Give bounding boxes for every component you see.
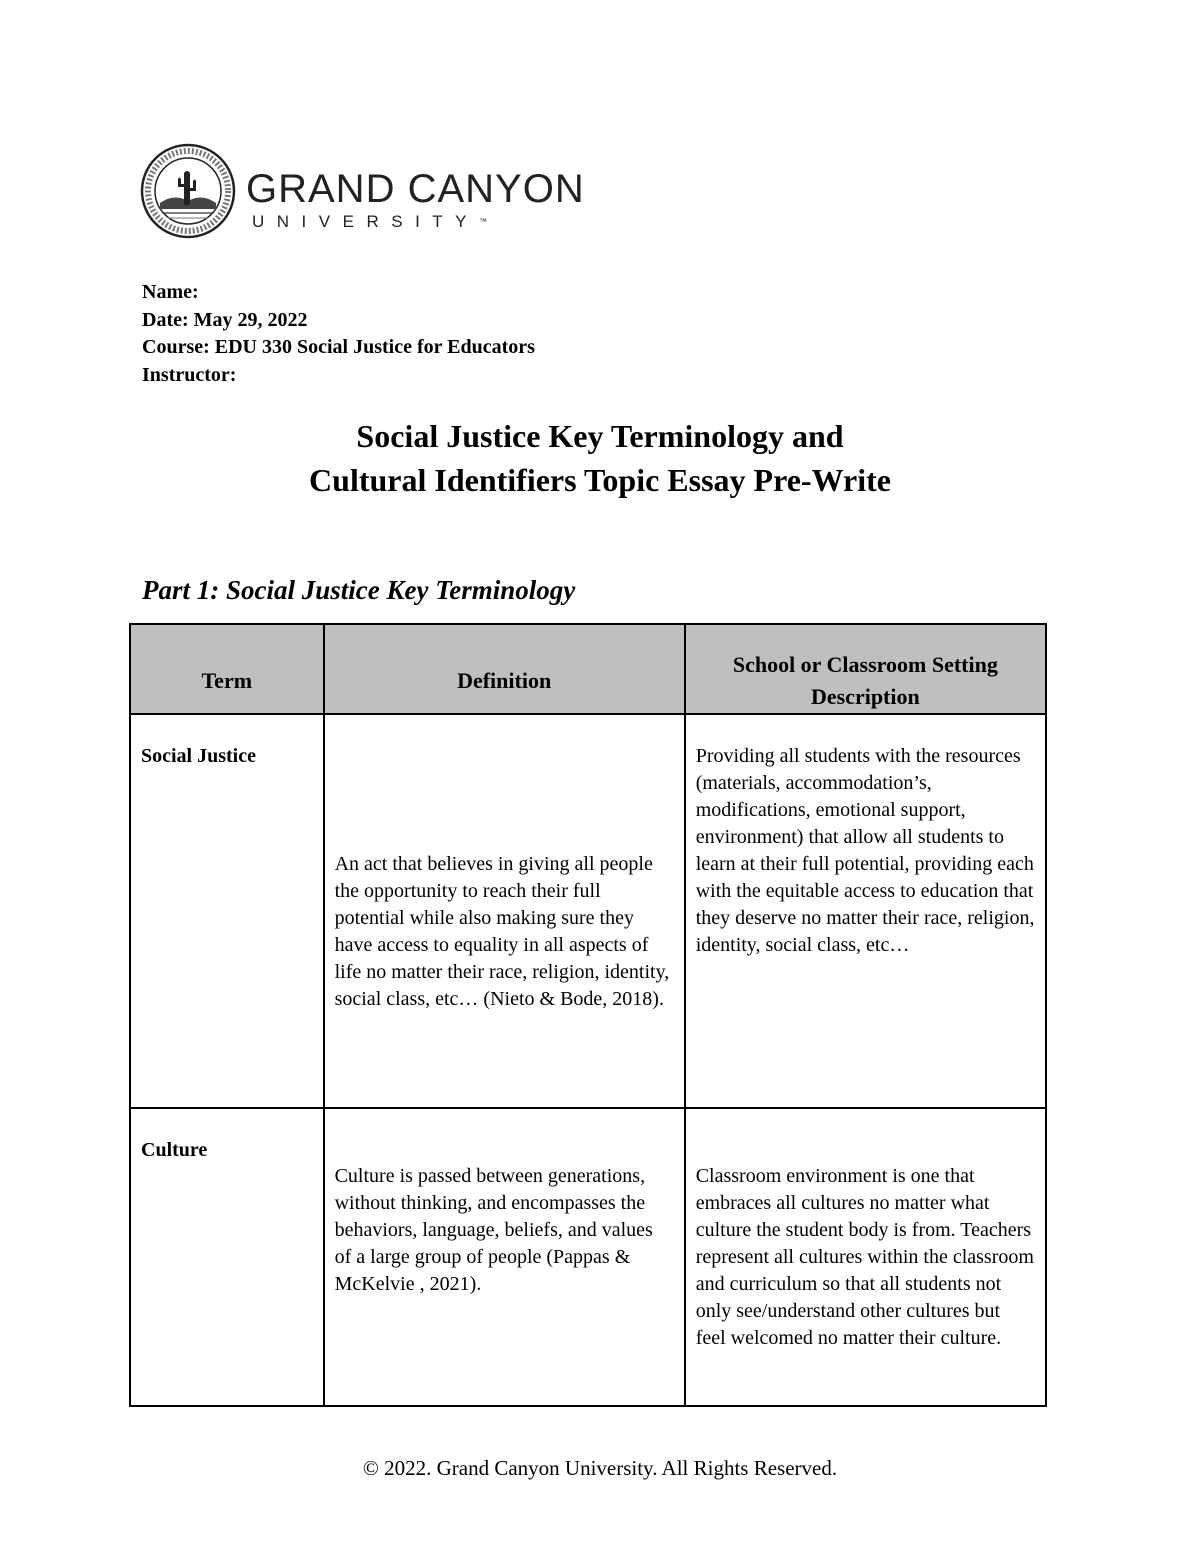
gcu-logo (140, 143, 585, 239)
trademark-symbol: ™ (479, 217, 488, 226)
meta-instructor: Instructor: (142, 363, 237, 386)
meta-course-value: EDU 330 Social Justice for Educators (214, 336, 535, 358)
copyright-footer: © 2022. Grand Canyon University. All Rights Reserved. (362, 1456, 838, 1480)
definition-cell: An act that believes in giving all people the opportunity to reach their full potential while also making sure they have access to equality in all aspects of life no matter their race, religion, identity, social class, etc… (Nieto & Bode, 2018). (324, 714, 685, 1108)
term-cell: Social Justice (130, 714, 324, 1108)
table-header-row (130, 624, 1046, 714)
meta-name: Name: (142, 281, 199, 303)
description-cell: Classroom environment is one that embraces all cultures no matter what culture the student body is from. Teachers represent all cultures within the classroom and curriculum so that all students not only see/understand other cultures but feel welcomed no matter their culture. (685, 1108, 1046, 1406)
meta-date: Date: May 29, 2022 (142, 308, 308, 331)
header-definition: Definition (324, 624, 685, 714)
term-cell: Culture (130, 1108, 324, 1406)
definition-cell: Culture is passed between generations, without thinking, and encompasses the behaviors, language, beliefs, and values of a large group of people (Pappas & McKelvie , 2021). (324, 1108, 685, 1406)
document-meta (142, 279, 535, 389)
part1-heading: Part 1: Social Justice Key Terminology (142, 575, 576, 605)
logo-wordmark (246, 167, 585, 233)
document-title (0, 414, 1200, 502)
table-row (130, 714, 1046, 1108)
header-description: School or Classroom Setting Description (685, 624, 1046, 714)
logo-main-text: GRAND CANYON (246, 167, 585, 211)
meta-date-value: May 29, 2022 (193, 308, 308, 331)
table-row (130, 1108, 1046, 1406)
header-term: Term (130, 624, 324, 714)
university-seal-icon (140, 143, 236, 239)
logo-sub-text: UNIVERSITY (252, 212, 480, 231)
title-line-2: Cultural Identifiers Topic Essay Pre-Write (309, 462, 891, 498)
terminology-table (129, 623, 1047, 1407)
title-line-1: Social Justice Key Terminology and (356, 418, 844, 454)
description-cell: Providing all students with the resources (materials, accommodation’s, modifications, emotional support, environment) that allow all students to learn at their full potential, providing each with the equitable access to education that they deserve no matter their race, religion, identity, social class, etc… (685, 714, 1046, 1108)
meta-course: Course: EDU 330 Social Justice for Educators (142, 336, 535, 358)
